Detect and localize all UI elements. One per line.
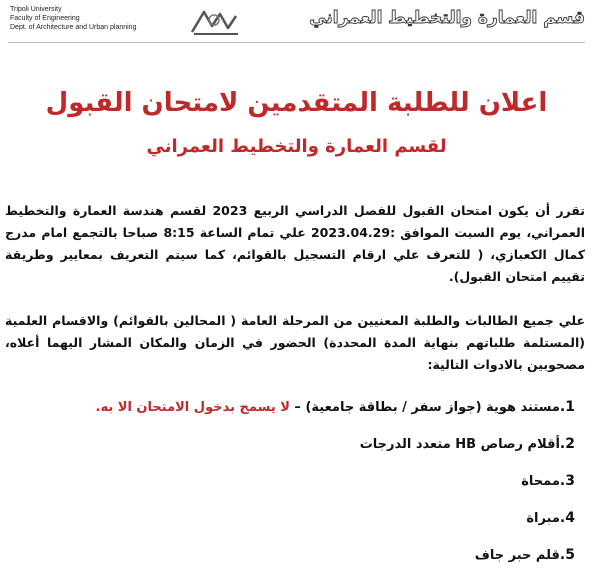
list-item-text: قلم حبر جاف xyxy=(474,548,560,563)
list-item-warning: لا يسمح بدخول الامتحان الا به. xyxy=(95,400,290,415)
list-item-number: 1. xyxy=(559,399,575,415)
announcement-paragraph-1: تقرر أن يكون امتحان القبول للفصل الدراسي الربيع 2023 لقسم هندسة العمارة والتخطيط العمراني، يوم السبت الموافق :2023.04.29 علي تمام الساعة 8:15 صباحا بالتجمع امام مدرج كمال الكعبازي، ( للتعرف علي ارقام التسجيل بالقوائم، كما سيتم التعريف بمعايير وطريقة تقييم امتحان القبول). xyxy=(5,203,585,284)
list-item-text: أقلام رصاص HB متعدد الدرجات xyxy=(359,437,560,452)
list-item xyxy=(5,396,575,433)
list-item-text: مبراة xyxy=(526,511,560,526)
header-divider xyxy=(8,42,585,43)
list-item-number: 5. xyxy=(559,547,575,563)
list-item-number: 4. xyxy=(559,510,575,526)
university-name: Tripoli University xyxy=(10,6,62,13)
list-item xyxy=(5,470,575,507)
letterhead xyxy=(0,0,593,44)
faculty-name: Faculty of Engineering xyxy=(10,15,80,22)
list-item xyxy=(5,544,575,581)
announcement-subtitle: لقسم العمارة والتخطيط العمراني xyxy=(146,136,447,157)
list-item-number: 3. xyxy=(559,473,575,489)
required-tools-list xyxy=(5,396,575,581)
department-name-en: Dept. of Architecture and Urban planning xyxy=(10,24,137,31)
architecture-department-logo-icon xyxy=(190,6,242,36)
announcement-title: اعلان للطلبة المتقدمين لامتحان القبول xyxy=(45,88,548,118)
list-item xyxy=(5,507,575,544)
university-info xyxy=(10,5,136,32)
department-name-ar: قسم العمارة والتخطيط العمراني xyxy=(309,8,585,28)
list-item-text: مستند هوية (جواز سفر / بطاقة جامعية) – xyxy=(289,400,560,415)
list-item-number: 2. xyxy=(559,436,575,452)
list-item xyxy=(5,433,575,470)
announcement-paragraph-2: علي جميع الطالبات والطلبة المعنيين من المرحلة العامة ( المحالين بالقوائم) والاقسام العلمية (المستلمة طلباتهم بنهاية المدة المحددة) الحضور في الزمان والمكان المشار اليهما أعلاه، مصحوبين بالادوات التالية: xyxy=(5,313,585,372)
list-item-text: ممحاة xyxy=(521,474,560,489)
